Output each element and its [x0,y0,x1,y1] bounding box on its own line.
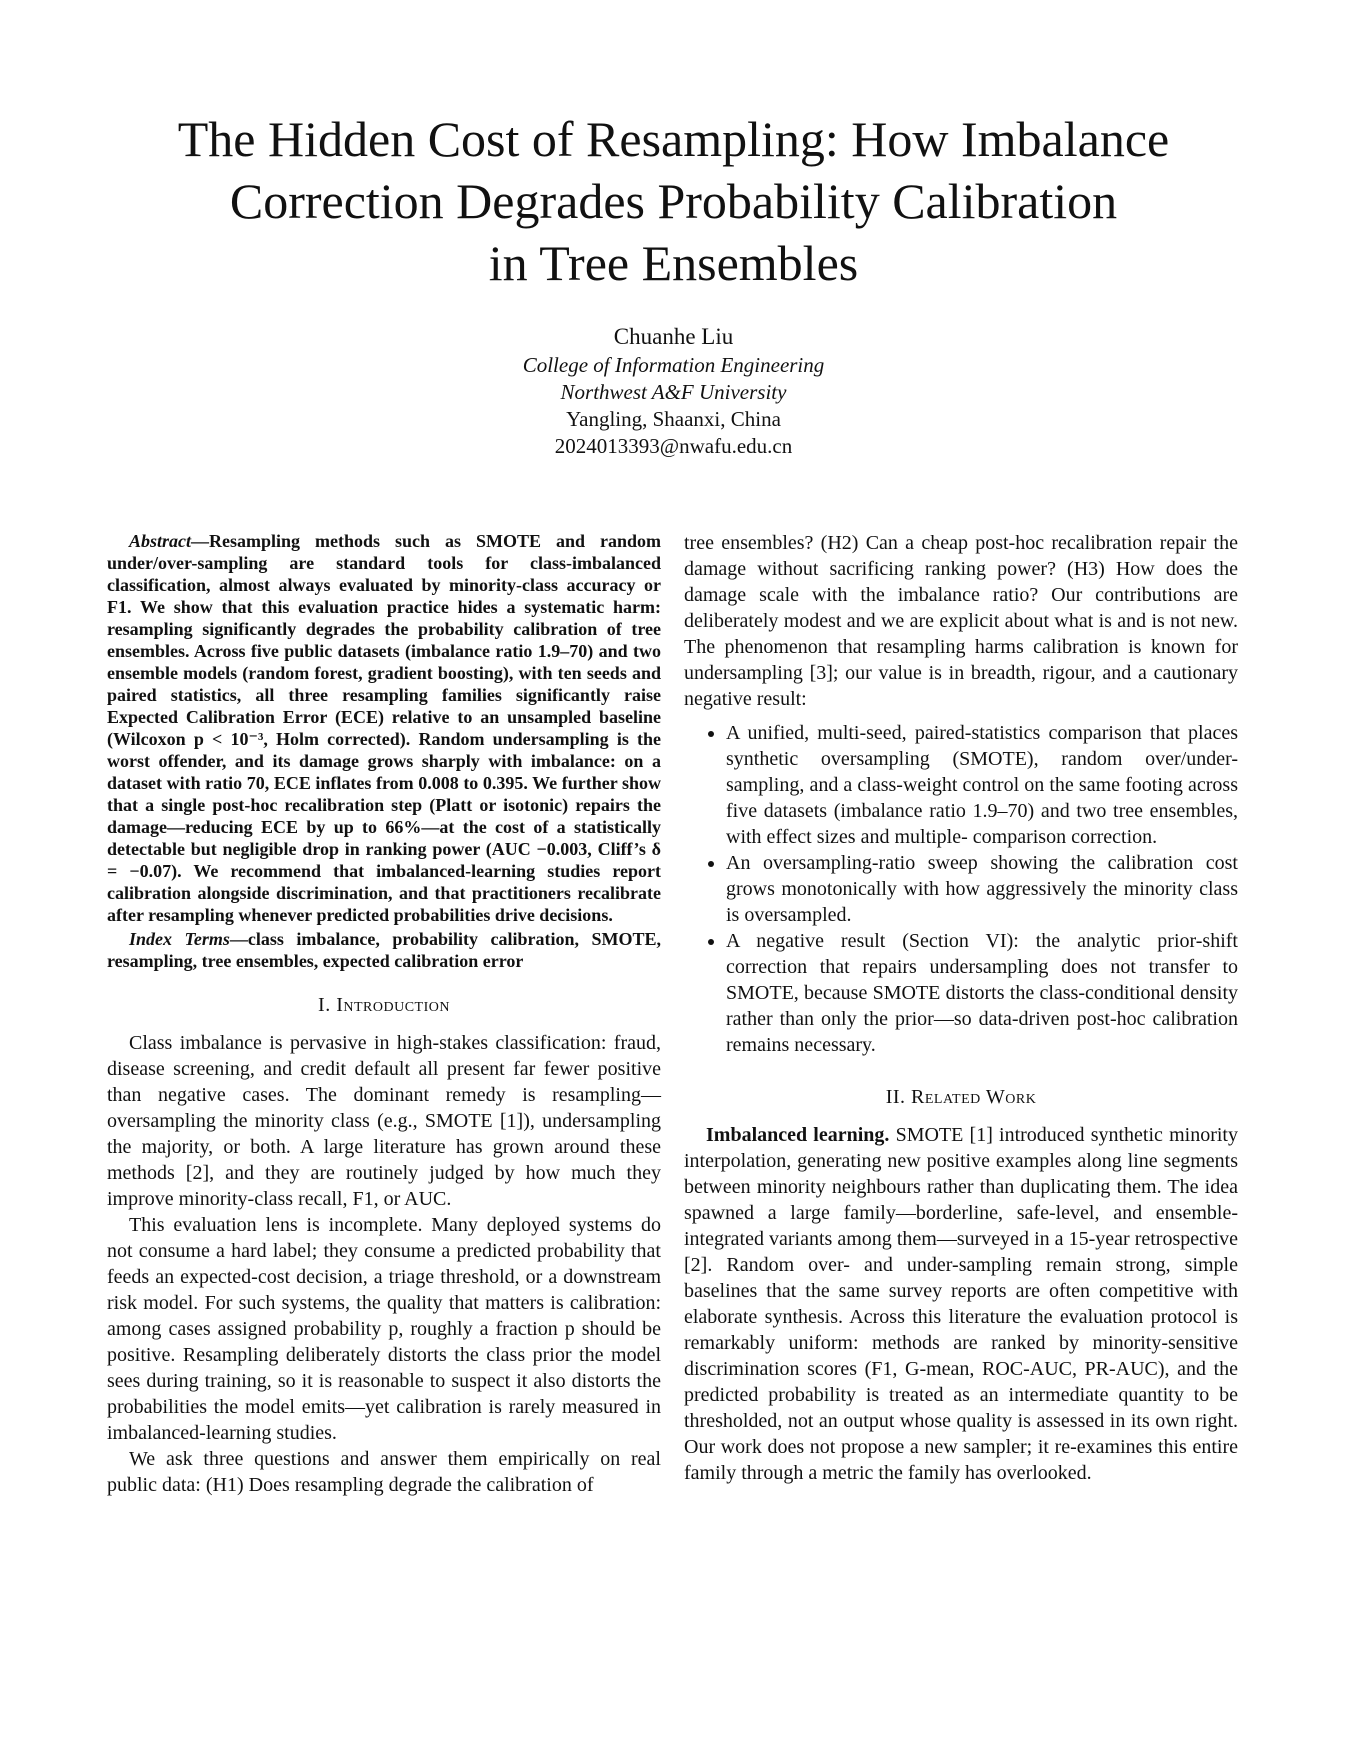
list-item: • An oversampling-ratio sweep showing the calibration cost grows monotonically with how aggressively the minority class is oversampled. [726,850,1238,928]
list-item: • A negative result (Section VI): the analytic prior-shift correction that repairs undersampling does not transfer to SMOTE, because SMOTE distorts the class-conditional density rather than only the prior—so data-driven post-hoc calibration remains necessary. [726,928,1238,1058]
title-line: in Tree Ensembles [488,235,859,291]
paper-title [0,108,1347,294]
paragraph-text: SMOTE [1] introduced synthetic minority interpolation, generating new positive examples along line segments between minority neighbours rather than duplicating them. The idea spawned a large family—borderline, safe-level, and ensemble-integrated variants among them—surveyed in a 15-year retrospective [2]. Random over- and under-sampling remain strong, simple baselines that the same survey reports are often competitive with elaborate synthesis. Across this literature the evaluation protocol is remarkably uniform: methods are ranked by minority-sensitive discrimination scores (F1, G-mean, ROC-AUC, PR-AUC), and the predicted probability is treated as an intermediate quantity to be thresholded, not an output whose quality is assessed in its own right. Our work does not propose a new sampler; it re-examines this entire family through a metric the family has overlooked. [684,1124,1238,1484]
paragraph: We ask three questions and answer them empirically on real public data: (H1) Does resampling degrade the calibration of [107,1448,661,1496]
section-heading [684,1084,1238,1110]
list-item: • A unified, multi-seed, paired-statistics comparison that places synthetic oversampling (SMOTE), random over/under-sampling, and a class-weight control on the same footing across five datasets (imbalance ratio 1.9–70) and two tree ensembles, with effect sizes and multiple- comparison correction. [726,720,1238,850]
left-column [107,530,661,1498]
author-name: Chuanhe Liu [613,324,734,349]
author-location: Yangling, Shaanxi, China [566,407,781,431]
paragraph-lead: Imbalanced learning. [706,1124,890,1146]
abstract [107,530,661,926]
author-department: College of Information Engineering [522,353,825,377]
index-terms-text: —class imbalance, probability calibration, SMOTE, resampling, tree ensembles, expected calibration error [107,929,661,971]
author-block [0,322,1347,460]
right-column [684,530,1238,1486]
section-heading [107,992,661,1018]
author-university: Northwest A&F University [560,380,787,404]
index-terms [107,928,661,972]
index-terms-label: Index Terms [129,929,230,949]
paragraph: This evaluation lens is incomplete. Many deployed systems do not consume a hard label; they consume a predicted probability that feeds an expected-cost decision, a triage threshold, or a downstream risk model. For such systems, the quality that matters is calibration: among cases assigned probability p, roughly a fraction p should be positive. Resampling deliberately distorts the class prior the model sees during training, so it is reasonable to suspect it also distorts the probabilities the model emits—yet calibration is rarely measured in imbalanced-learning studies. [107,1214,661,1444]
contributions-list [684,720,1238,1058]
section-title: Related Work [911,1086,1037,1108]
paragraph: Class imbalance is pervasive in high-stakes classification: fraud, disease screening, and credit default all present far fewer positive than negative cases. The dominant remedy is resampling— oversampling the minority class (e.g., SMOTE [1]), undersampling the majority, or both. A large literature has grown around these methods [2], and they are routinely judged by how much they improve minority-class recall, F1, or AUC. [107,1032,661,1210]
abstract-text: —Resampling methods such as SMOTE and random under/over-sampling are standard tools for class-imbalanced classification, almost always evaluated by minority-class accuracy or F1. We show that this evaluation practice hides a systematic harm: resampling significantly degrades the probability calibration of tree ensembles. Across five public datasets (imbalance ratio 1.9–70) and two ensemble models (random forest, gradient boosting), with ten seeds and paired statistics, all three resampling families significantly raise Expected Calibration Error (ECE) relative to an unsampled baseline (Wilcoxon p < 10⁻³, Holm corrected). Random undersampling is the worst offender, and its damage grows sharply with imbalance: on a dataset with ratio 70, ECE inflates from 0.008 to 0.395. We further show that a single post-hoc recalibration step (Platt or isotonic) repairs the damage—reducing ECE by up to 66%—at the cost of a statistically detectable but negligible drop in ranking power (AUC −0.003, Cliff’s δ = −0.07). We recommend that imbalanced-learning studies report calibration alongside discrimination, and that practitioners recalibrate after resampling whenever predicted probabilities drive decisions. [107,531,661,925]
paragraph: tree ensembles? (H2) Can a cheap post-hoc recalibration repair the damage without sacrificing ranking power? (H3) How does the damage scale with the imbalance ratio? Our contributions are deliberately modest and we are explicit about what is and is not new. The phenomenon that resampling harms calibration is known for undersampling [3]; our value is in breadth, rigour, and a cautionary negative result: [684,532,1238,710]
title-line: Correction Degrades Probability Calibration [229,173,1118,229]
section-title: Introduction [336,994,450,1016]
paragraph [684,1122,1238,1486]
section-number: I. [318,994,337,1016]
title-line: The Hidden Cost of Resampling: How Imbalance [177,111,1170,167]
author-email: 2024013393@nwafu.edu.cn [554,434,793,458]
section-number: II. [885,1086,912,1108]
abstract-label: Abstract [129,531,192,551]
